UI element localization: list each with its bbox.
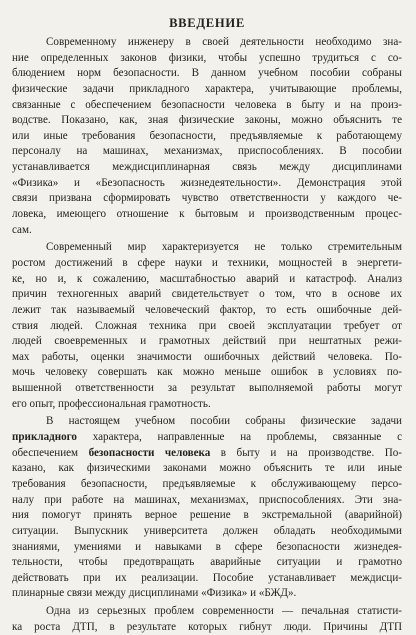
- text-line: ке, но и, к сожалению, масштабностью аварий и катастроф. Анализ: [12, 272, 402, 285]
- text-line: ловека, имеющего отношение к бытовым и производственным процес-: [12, 208, 402, 221]
- text-line: причин техногенных аварий свидетельствует о том, что в основе их: [12, 288, 402, 301]
- text-line: сам.: [12, 223, 32, 236]
- text-line: персоналу на машинах, механизмах, приспособлениях. В пособии: [12, 145, 402, 158]
- text-line: блюдением норм безопасности. В данном учебном пособии собраны: [12, 67, 402, 80]
- text-line: ствия людей. Сложная техника при своей эксплуатации требует от: [12, 319, 402, 332]
- text-line: физические задачи прикладного характера, учитывающие проблемы,: [12, 82, 402, 95]
- text-line: его опыт, профессиональная грамотность.: [12, 397, 211, 410]
- text-span: обеспечением: [12, 446, 89, 459]
- text-line: людей своевременных и грамотных действий при нештатных режи-: [12, 335, 402, 348]
- bold-term-safety: безопасности человека: [88, 446, 211, 459]
- text-line: [12, 446, 402, 462]
- text-line: ка роста ДТП, в результате которых гибнут люди. Причины ДТП: [12, 620, 402, 633]
- text-line: [12, 430, 402, 446]
- text-line: плинарные связи между дисциплинами «Физика» и «БЖД».: [12, 587, 297, 600]
- text-line: налу при работе на машинах, механизмах, приспособлениях. Эти зна-: [12, 493, 402, 506]
- text-line: мах работы, оценки значимости ошибочных действий человека. По-: [12, 350, 402, 363]
- text-line: Одна из серьезных проблем современности — печальная статисти-: [46, 605, 402, 618]
- paragraph-4: [12, 604, 402, 635]
- text-line: действовать при их реализации. Пособие устанавливает междисци-: [12, 571, 402, 584]
- text-line: связи призвана сформировать чувство ответственности у каждого че-: [12, 192, 402, 205]
- text-line: ростом достижений в сфере науки и техники, мощностей в энергети-: [12, 256, 402, 269]
- bold-term-applied: прикладного: [12, 431, 77, 444]
- text-line: требования безопасности, предъявляемые к обслуживающему персо-: [12, 477, 402, 490]
- text-line: Современному инженеру в своей деятельности необходимо зна-: [46, 36, 402, 48]
- text-line: вышенной ответственности за результат выполняемой работы могут: [12, 382, 402, 395]
- text-line: ния помогут принять верное решение в экстремальной (аварийной): [12, 509, 402, 522]
- text-line: В настоящем учебном пособии собраны физические задачи: [46, 415, 402, 428]
- text-line: знаниями, умениями и навыками в сфере безопасности жизнедея-: [12, 540, 402, 553]
- text-line: «Физика» и «Безопасность жизнедеятельности». Демонстрация этой: [12, 176, 402, 189]
- text-line: Современный мир характеризуется не только стремительным: [46, 241, 402, 254]
- text-line: мочь человеку совершать как можно меньше ошибок в условиях по-: [12, 366, 402, 379]
- text-span: в быту и на производстве. По-: [210, 446, 402, 459]
- text-line: лежит так называемый человеческий фактор, то есть ошибочные дей-: [12, 303, 402, 316]
- paragraph-3: [12, 414, 402, 602]
- paragraph-2: [12, 240, 402, 412]
- text-line: или иные требования безопасности, предъявляемые к работающему: [12, 129, 402, 142]
- text-line: казано, как физическими законами можно объяснить те или иные: [12, 462, 402, 475]
- text-line: водстве. Показано, как, зная физические законы, можно объяснить те: [12, 114, 402, 127]
- text-line: ситуации. Выпускник университета должен обладать необходимыми: [12, 524, 402, 537]
- page-heading: ВВЕДЕНИЕ: [169, 16, 245, 30]
- text-span: характера, направленные на проблемы, связанные с: [76, 431, 402, 444]
- paragraph-1: [12, 35, 402, 238]
- text-line: тельности, чтобы предотвращать аварийные ситуации и грамотно: [12, 556, 402, 569]
- text-line: связанные с обеспечением безопасности человека в быту и на произ-: [12, 98, 402, 111]
- text-line: ние определенных законов физики, чтобы успешно трудиться с со-: [12, 51, 402, 64]
- text-line: устанавливается междисциплинарная связь между дисциплинами: [12, 161, 402, 174]
